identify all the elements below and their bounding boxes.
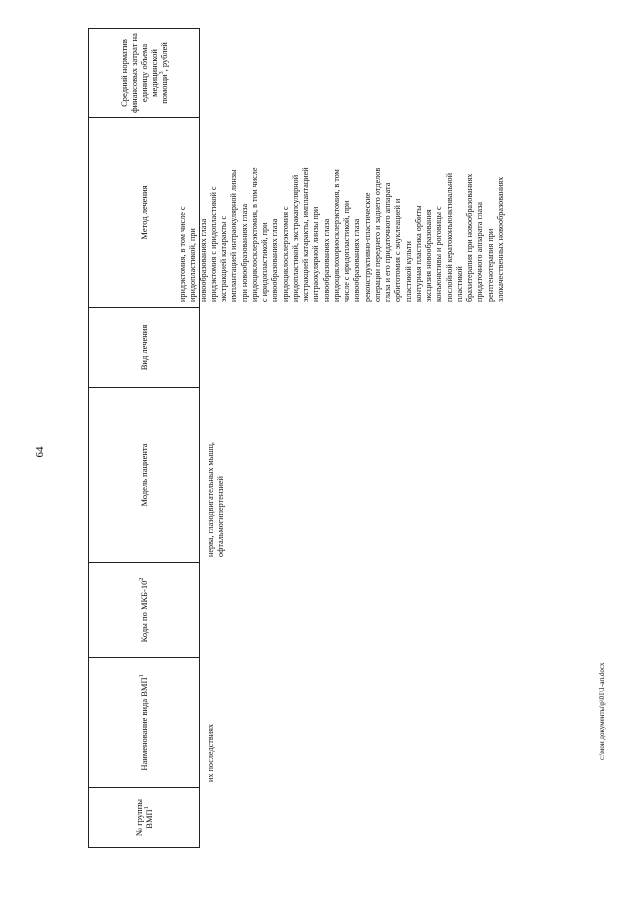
method-line: рентгенотерапия при: [485, 228, 495, 302]
method-line: послойной кератоконъюнктивальной: [444, 172, 454, 302]
method-line: иридэктомия с иридопластикой с: [208, 186, 218, 302]
header-vmp-name: Наименование вида ВМП$^1$: [89, 657, 199, 787]
method-line: интраокулярной линзы при: [311, 206, 321, 302]
method-line: пластикой: [454, 266, 464, 302]
method-line: пластикой культи: [403, 241, 413, 302]
cell-treatment-methods: [178, 112, 506, 302]
method-line: операции переднего и заднего отделов: [372, 167, 382, 302]
method-line: иридоциклохориосклерэктомия, в том: [331, 169, 341, 302]
method-line: орбитотомия с энуклеацией и: [393, 198, 403, 302]
method-line: иридэктомия, в том числе с: [178, 206, 187, 302]
method-line: новообразованиях глаза: [321, 218, 331, 302]
method-line: придаточного аппарата глаза: [475, 201, 485, 302]
method-line: реконструктивно-пластические: [362, 192, 372, 302]
method-line: глаза и его придаточного аппарата: [383, 182, 392, 302]
method-line: экстракцией катаракты, имплантацией: [301, 167, 310, 302]
method-line: с иридопластикой, при: [260, 222, 269, 302]
table-body: [178, 28, 623, 848]
method-line: новообразованиях глаза: [352, 218, 362, 302]
method-line: экстракцией катаракты с: [219, 215, 228, 302]
footer-file-path: c:\мои документы\р\01\1-ап.docx: [598, 662, 606, 760]
header-patient-model: Модель пациента: [89, 387, 199, 562]
method-line: брахитерапия при новообразованиях: [465, 173, 474, 302]
method-line: новообразованиях глаза: [270, 218, 280, 302]
method-line: иридопластикой, при: [188, 228, 198, 302]
method-line: иридоциклосклерэктомия, в том числе: [249, 167, 259, 302]
header-group-number: № группы ВМП$^1$: [89, 787, 199, 847]
page-number: 64: [34, 446, 46, 458]
method-line: контурная пластика орбиты: [413, 205, 423, 302]
method-line: новообразованиях глаза: [198, 218, 208, 302]
header-average-cost: Средний норматив финансовых затрат на единицу объема медицинской помощи$^3$, рублей: [118, 33, 170, 113]
cell-vmp-name: их последствиях: [206, 724, 215, 782]
method-line: числе с иридопластикой, при: [342, 200, 351, 302]
method-line: при новообразованиях глаза: [239, 203, 249, 302]
header-treatment-method: Метод лечения: [89, 117, 199, 307]
method-line: иридопластикой, экстракапсулярной: [290, 174, 300, 302]
method-line: злокачественных новообразованиях: [495, 176, 505, 302]
method-line: иридоциклосклерэктомия с: [280, 206, 290, 302]
header-icd-codes: Коды по МКБ-$10^2$: [89, 562, 199, 657]
method-line: эксцизия новообразования: [424, 209, 433, 302]
method-line: имплантацией интраокулярной линзы: [229, 169, 239, 302]
header-treatment-type: Вид лечения: [89, 307, 199, 387]
method-line: конъюнктивы и роговицы с: [434, 206, 444, 302]
cell-patient-model: нерва, глазодвигательных мышц, офтальмогипертензией: [206, 442, 226, 557]
rotated-table: [88, 28, 623, 848]
